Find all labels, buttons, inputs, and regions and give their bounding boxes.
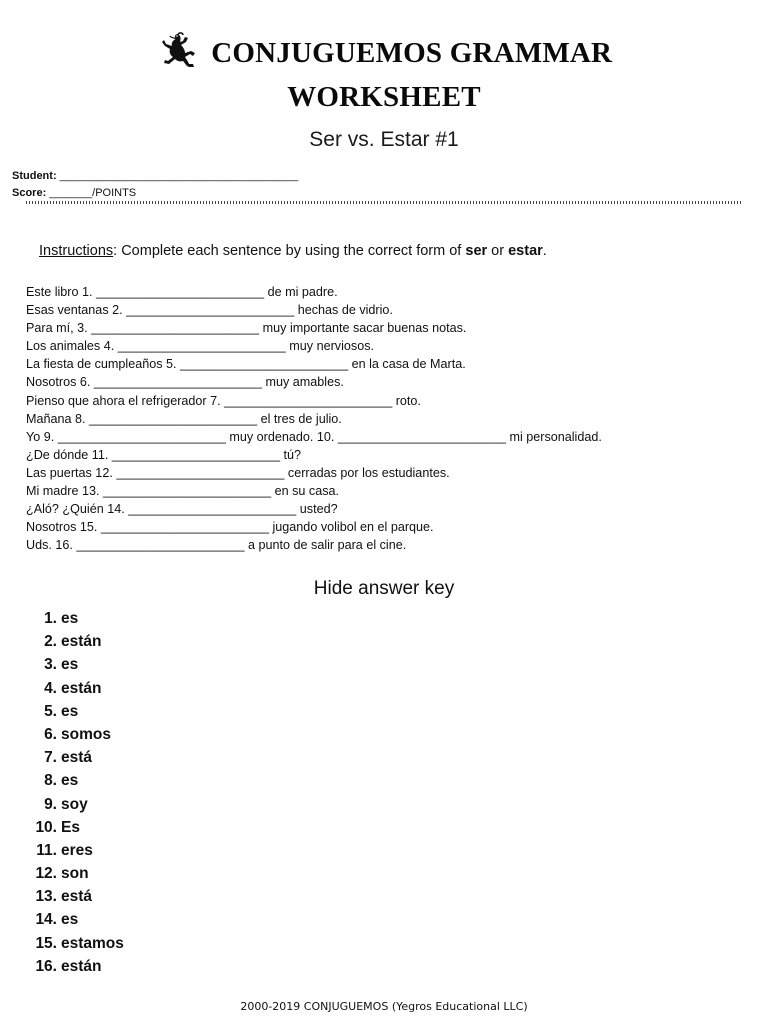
question-item: Uds. 16. ________________________ a punto de salir para el cine. xyxy=(26,538,407,553)
answer-item xyxy=(0,769,300,792)
question-item: Los animales 4. ________________________ muy nerviosos. xyxy=(26,339,374,354)
answer-text: Es xyxy=(61,818,80,836)
student-blank: _______________________________________ xyxy=(59,170,299,182)
instructions-word-estar: estar xyxy=(508,243,543,259)
answer-text: está xyxy=(61,749,93,767)
instructions-text: : Complete each sentence by using the correct form of xyxy=(113,243,466,259)
score-label: Score: xyxy=(12,187,47,199)
answer-number: 5. xyxy=(44,702,57,720)
score-blank: _______/POINTS xyxy=(49,187,137,199)
answer-item xyxy=(0,700,300,723)
answer-number: 14. xyxy=(35,911,57,929)
answer-item xyxy=(0,839,300,862)
answer-number: 10. xyxy=(35,818,57,836)
answer-item xyxy=(0,607,300,630)
answer-number: 4. xyxy=(44,679,57,697)
answer-text: estamos xyxy=(61,934,124,952)
student-label: Student: xyxy=(12,170,57,182)
instructions xyxy=(39,241,547,261)
student-line xyxy=(12,168,298,185)
question-list xyxy=(26,283,746,554)
answer-number: 11. xyxy=(36,841,57,859)
answer-text: es xyxy=(61,911,79,929)
answer-number: 12. xyxy=(35,865,57,883)
question-item: Mi madre 13. ________________________ en su casa. xyxy=(26,484,339,499)
answer-text: están xyxy=(61,957,102,975)
answer-item xyxy=(0,630,300,653)
answer-text: somos xyxy=(61,725,111,743)
answer-item xyxy=(0,885,300,908)
title-text-1: CONJUGUEMOS GRAMMAR xyxy=(211,37,613,69)
answer-item xyxy=(0,793,300,816)
answer-item xyxy=(0,862,300,885)
answer-text: soy xyxy=(61,795,88,813)
answer-key-list xyxy=(0,607,300,978)
question-item: Este libro 1. ________________________ de mi padre. xyxy=(26,285,338,299)
answer-number: 9. xyxy=(44,795,57,813)
answer-number: 1. xyxy=(44,610,57,627)
instructions-end: . xyxy=(542,243,547,259)
answer-text: es xyxy=(61,702,79,720)
instructions-word-ser: ser xyxy=(465,243,488,259)
question-item: Pienso que ahora el refrigerador 7. ________________________ roto. xyxy=(26,393,421,408)
title-line-1 xyxy=(0,30,768,75)
answer-item xyxy=(0,723,300,746)
answer-text: eres xyxy=(61,841,93,859)
question-item: Yo 9. ________________________ muy ordenado. 10. ________________________ mi personalidad. xyxy=(26,429,602,444)
instructions-middle: or xyxy=(487,243,509,259)
answer-item xyxy=(0,746,300,769)
hide-answer-key-toggle[interactable]: Hide answer key xyxy=(313,578,455,599)
copyright-footer: 2000-2019 CONJUGUEMOS (Yegros Educational LLC) xyxy=(240,1000,528,1013)
question-item: Nosotros 6. ________________________ muy amables. xyxy=(26,375,344,390)
answer-item xyxy=(0,816,300,839)
question-item: Las puertas 12. ________________________ cerradas por los estudiantes. xyxy=(26,465,450,480)
question-item: Para mí, 3. ________________________ muy importante sacar buenas notas. xyxy=(26,321,467,336)
answer-text: es xyxy=(61,610,79,627)
answer-text: es xyxy=(61,656,79,674)
score-line xyxy=(12,185,298,202)
question-item: Nosotros 15. ________________________ jugando volibol en el parque. xyxy=(26,520,434,535)
question-item: ¿De dónde 11. ________________________ tú? xyxy=(26,447,301,462)
worksheet-subtitle: Ser vs. Estar #1 xyxy=(309,128,459,151)
answer-item xyxy=(0,908,300,931)
worksheet-header xyxy=(0,30,768,155)
answer-item xyxy=(0,677,300,700)
student-score-block xyxy=(12,168,298,202)
answer-text: está xyxy=(61,888,93,906)
answer-number: 15. xyxy=(35,934,57,952)
answer-text: están xyxy=(61,633,102,651)
answer-number: 3. xyxy=(44,656,57,674)
answer-number: 7. xyxy=(44,749,57,767)
answer-number: 16. xyxy=(35,957,57,975)
answer-number: 2. xyxy=(44,633,57,651)
answer-text: están xyxy=(61,679,102,697)
instructions-label: Instructions xyxy=(39,243,114,259)
answer-number: 6. xyxy=(44,725,57,743)
answer-item xyxy=(0,653,300,676)
answer-number: 13. xyxy=(35,888,57,906)
title-line-2: WORKSHEET xyxy=(287,81,481,113)
question-item: La fiesta de cumpleaños 5. ________________________ en la casa de Marta. xyxy=(26,357,466,372)
answer-text: son xyxy=(61,865,89,883)
answer-item xyxy=(0,932,300,955)
dotted-divider xyxy=(26,201,742,204)
question-item: Mañana 8. ________________________ el tres de julio. xyxy=(26,411,342,426)
question-item: Esas ventanas 2. ________________________ hechas de vidrio. xyxy=(26,303,393,318)
gecko-logo-icon xyxy=(156,30,200,70)
answer-item xyxy=(0,955,300,978)
question-item: ¿Aló? ¿Quién 14. ________________________ usted? xyxy=(26,502,338,517)
answer-number: 8. xyxy=(44,772,57,790)
answer-text: es xyxy=(61,772,79,790)
